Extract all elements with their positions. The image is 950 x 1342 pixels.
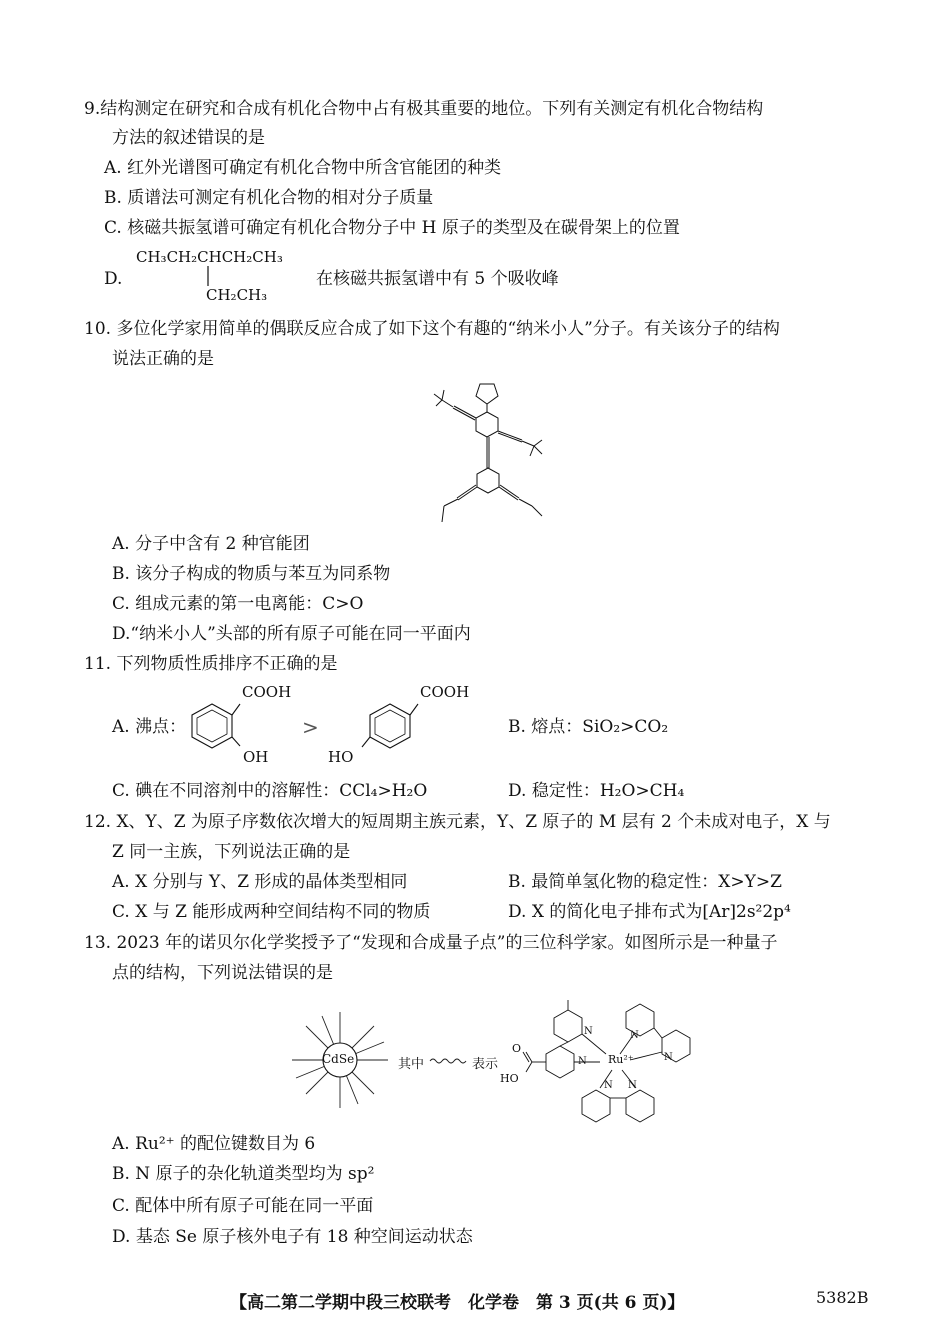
q12-option-c: C. X 与 Z 能形成两种空间结构不同的物质 xyxy=(112,902,431,922)
q9-option-d-text: 在核磁共振氢谱中有 5 个吸收峰 xyxy=(316,269,559,289)
ru-complex-o: O xyxy=(512,1042,522,1055)
q13-qizhong: 其中 xyxy=(398,1057,425,1072)
q13-option-a: A. Ru²⁺ 的配位键数目为 6 xyxy=(112,1134,316,1154)
ru-complex-ho: HO xyxy=(500,1072,519,1085)
n-label-4: N xyxy=(664,1052,673,1063)
q13-stem-line2: 点的结构，下列说法错误的是 xyxy=(112,963,333,983)
q9-option-b: B. 质谱法可测定有机化合物的相对分子质量 xyxy=(104,188,434,208)
q12-stem-line2: Z 同一主族，下列说法正确的是 xyxy=(112,842,351,862)
q9-stem-line1: 9.结构测定在研究和合成有机化合物中占有极其重要的地位。下列有关测定有机化合物结构 xyxy=(84,99,764,119)
q13-biaoshi: 表示 xyxy=(472,1057,499,1072)
q10-option-a: A. 分子中含有 2 种官能团 xyxy=(112,534,310,554)
q11-greater-than: > xyxy=(302,715,319,739)
q9-option-a: A. 红外光谱图可确定有机化合物中所含官能团的种类 xyxy=(104,158,502,178)
ru-center-label: Ru²⁺ xyxy=(608,1053,634,1066)
para-hydroxybenzoic-acid-ring xyxy=(360,700,422,752)
nanoputian-molecule-structure xyxy=(430,376,550,524)
n-label-6: N xyxy=(628,1080,637,1091)
q12-option-b: B. 最简单氢化物的稳定性：X>Y>Z xyxy=(508,872,782,892)
page-footer: 【高二第二学期中段三校联考 化学卷 第 3 页(共 6 页)】 xyxy=(230,1293,685,1313)
q10-option-b: B. 该分子构成的物质与苯互为同系物 xyxy=(112,564,391,584)
q10-stem-line2: 说法正确的是 xyxy=(112,349,214,369)
q11-option-b: B. 熔点：SiO₂>CO₂ xyxy=(508,717,669,737)
q13-option-b: B. N 原子的杂化轨道类型均为 sp² xyxy=(112,1164,375,1184)
q9-stem-line2: 方法的叙述错误的是 xyxy=(112,128,265,148)
q11-option-d: D. 稳定性：H₂O>CH₄ xyxy=(508,781,685,801)
q12-option-d: D. X 的简化电子排布式为[Ar]2s²2p⁴ xyxy=(508,902,791,922)
q10-option-d: D.“纳米小人”头部的所有原子可能在同一平面内 xyxy=(112,624,471,644)
q11-oh-left: OH xyxy=(243,748,269,766)
q12-stem-line1: 12. X、Y、Z 为原子序数依次增大的短周期主族元素，Y、Z 原子的 M 层有 2 个未成对电子，X 与 xyxy=(84,812,831,832)
q11-option-a-label: A. 沸点： xyxy=(112,717,187,737)
q11-ho-right: HO xyxy=(328,748,354,766)
q13-option-c: C. 配体中所有原子可能在同一平面 xyxy=(112,1196,374,1216)
n-label-5: N xyxy=(604,1080,613,1091)
q9-formula-bond xyxy=(205,266,211,286)
n-label-3: N xyxy=(630,1030,639,1041)
q9-formula-main: CH₃CH₂CHCH₂CH₃ xyxy=(136,248,283,266)
q10-stem-line1: 10. 多位化学家用简单的偶联反应合成了如下这个有趣的“纳米小人”分子。有关该分子的结构 xyxy=(84,319,780,339)
q10-option-c: C. 组成元素的第一电离能：C>O xyxy=(112,594,364,614)
q13-stem-line1: 13. 2023 年的诺贝尔化学奖授予了“发现和合成量子点”的三位科学家。如图所示是一种量子 xyxy=(84,933,778,953)
paper-code: 5382B xyxy=(816,1288,869,1307)
q9-formula-branch: CH₂CH₃ xyxy=(206,286,268,304)
cdse-label: CdSe xyxy=(322,1052,355,1066)
q9-option-d-label: D. xyxy=(104,269,123,289)
n-label-2: N xyxy=(578,1056,587,1067)
ligand-wavy-line xyxy=(428,1056,472,1066)
q12-option-a: A. X 分别与 Y、Z 形成的晶体类型相同 xyxy=(112,872,408,892)
ruthenium-complex-structure xyxy=(500,994,710,1124)
q11-option-c: C. 碘在不同溶剂中的溶解性：CCl₄>H₂O xyxy=(112,781,428,801)
q11-stem: 11. 下列物质性质排序不正确的是 xyxy=(84,654,338,674)
q9-option-c: C. 核磁共振氢谱可确定有机化合物分子中 H 原子的类型及在碳骨架上的位置 xyxy=(104,218,680,238)
q11-cooh-right: COOH xyxy=(420,683,470,701)
salicylic-acid-ring xyxy=(184,700,244,750)
q11-cooh-left: COOH xyxy=(242,683,292,701)
q13-option-d: D. 基态 Se 原子核外电子有 18 种空间运动状态 xyxy=(112,1227,473,1247)
n-label-1: N xyxy=(584,1026,593,1037)
